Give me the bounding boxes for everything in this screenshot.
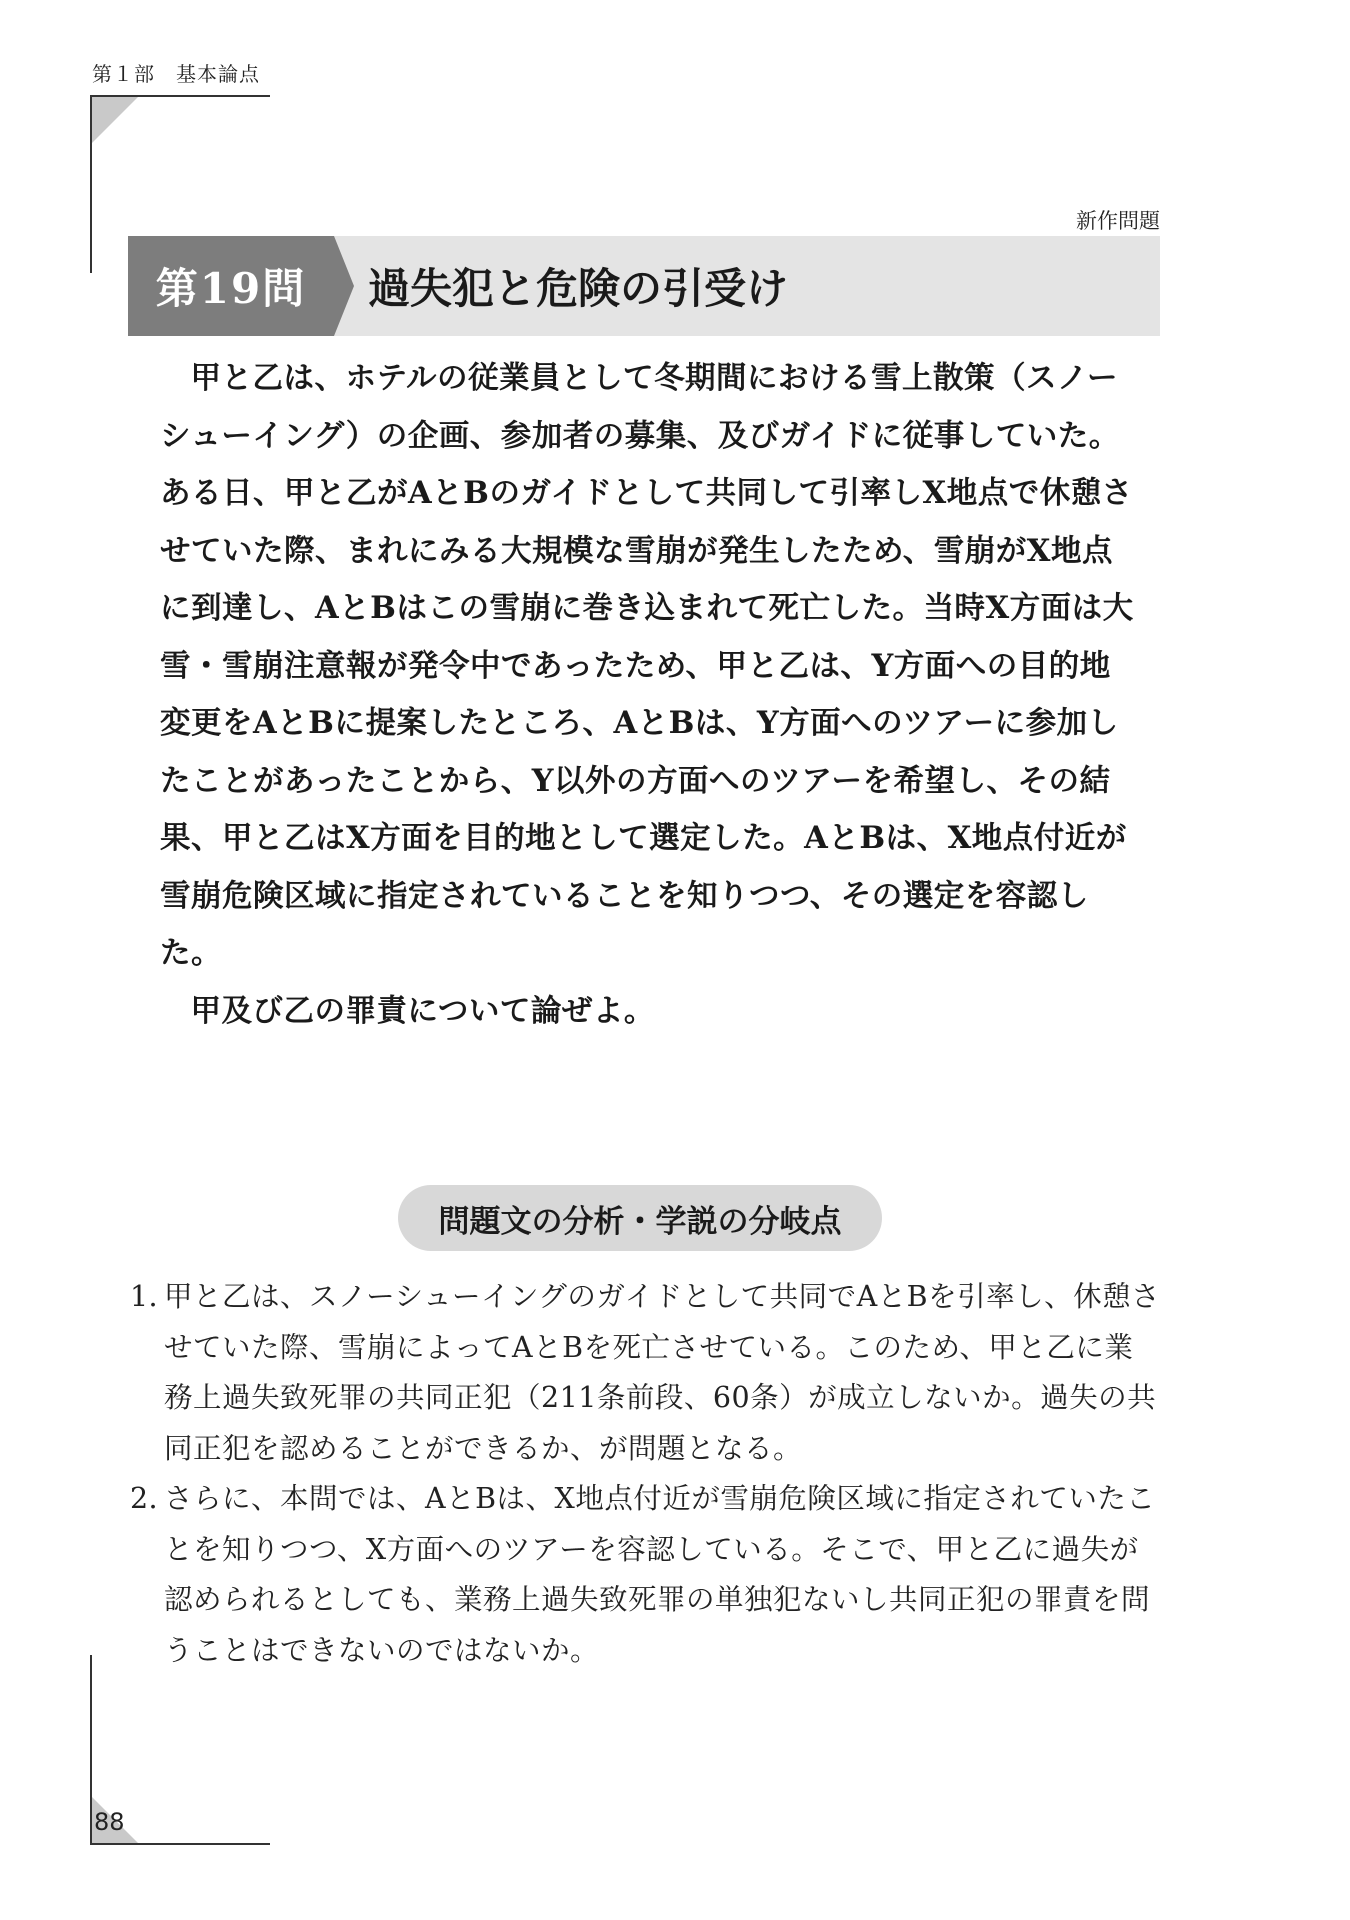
analysis-item xyxy=(130,1272,1162,1474)
question-title: 過失犯と危険の引受け xyxy=(368,264,789,313)
question-number: 第19問 xyxy=(128,236,334,336)
running-head: 第１部 基本論点 xyxy=(92,62,260,86)
analysis-number: 2． xyxy=(130,1482,178,1515)
problem-paragraph: 甲と乙は、ホテルの従業員として冬期間における雪上散策（スノーシューイング）の企画、参加者の募集、及びガイドに従事していた。ある日、甲と乙がAとBのガイドとして共同して引率しX地点で休憩させていた際、まれにみる大規模な雪崩が発生したため、雪崩がX地点に到達し、AとBはこの雪崩に巻き込まれて死亡した。当時X方面は大雪・雪崩注意報が発令中であったため、甲と乙は、Y方面への目的地変更をAとBに提案したところ、AとBは、Y方面へのツアーに参加したことがあったことから、Y以外の方面へのツアーを希望し、その結果、甲と乙はX方面を目的地として選定した。AとBは、X地点付近が雪崩危険区域に指定されていることを知りつつ、その選定を容認した。 xyxy=(160,360,1134,971)
question-tag: 新作問題 xyxy=(1076,209,1160,233)
page-number: 88 xyxy=(94,1808,125,1836)
analysis-text: 甲と乙は、スノーシューイングのガイドとして共同でAとBを引率し、休憩させていた際、雪崩によってAとBを死亡させている。このため、甲と乙に業務上過失致死罪の共同正犯（211条前段、60条）が成立しないか。過失の共同正犯を認めることができるか、が問題となる。 xyxy=(164,1280,1161,1465)
corner-triangle-top xyxy=(92,97,138,143)
corner-mark-bottom-rule xyxy=(90,1843,270,1845)
analysis-item xyxy=(130,1474,1162,1676)
problem-text xyxy=(160,350,1140,1040)
section-heading: 問題文の分析・学説の分岐点 xyxy=(438,1203,842,1240)
problem-question: 甲及び乙の罪責について論ぜよ。 xyxy=(190,992,655,1029)
analysis-number: 1． xyxy=(130,1280,178,1313)
analysis-text: さらに、本問では、AとBは、X地点付近が雪崩危険区域に指定されていたことを知りつつ、X方面へのツアーを容認している。そこで、甲と乙に過失が認められるとしても、業務上過失致死罪の単独犯ないし共同正犯の罪責を問うことはできないのではないか。 xyxy=(164,1482,1156,1667)
analysis-list xyxy=(130,1272,1162,1676)
title-arrow xyxy=(334,236,354,336)
